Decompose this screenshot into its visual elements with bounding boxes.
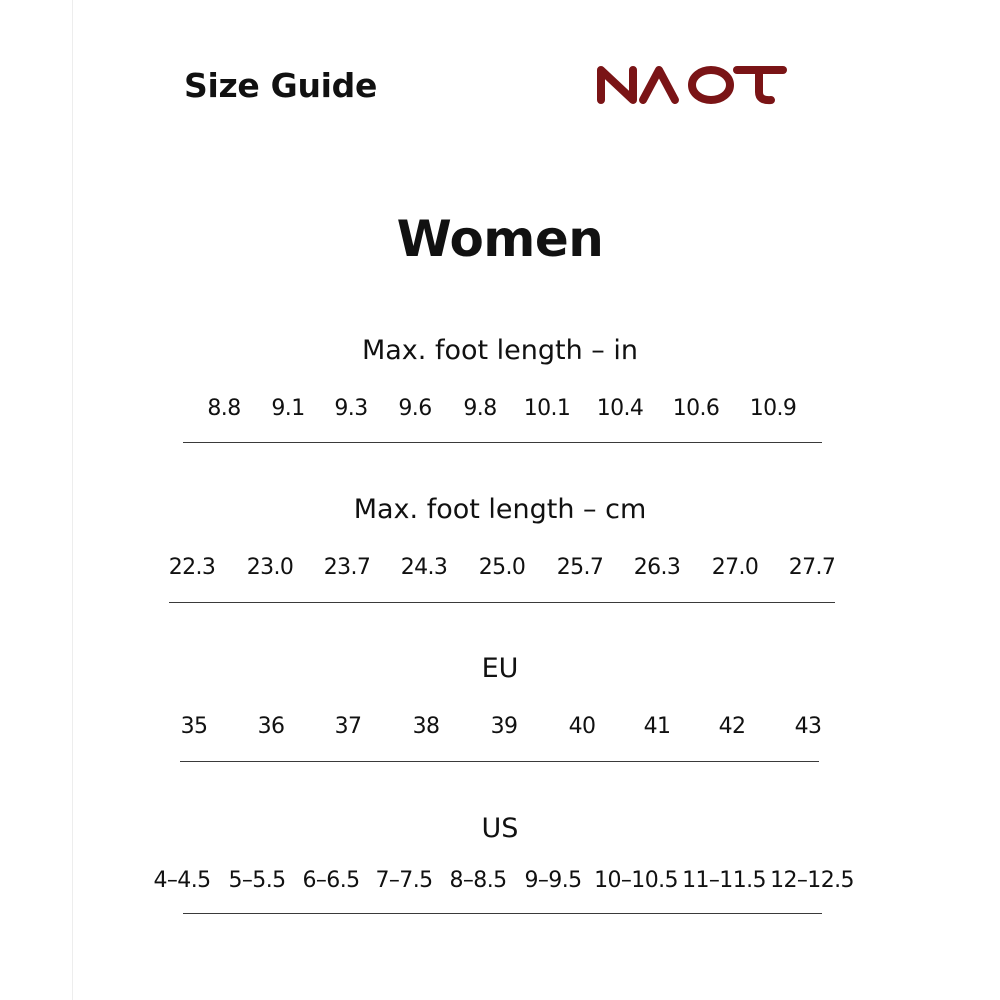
size-cell: 9.8 [463, 396, 497, 421]
size-cell: 12–12.5 [770, 868, 854, 893]
divider [180, 761, 819, 762]
size-cell: 10.4 [596, 396, 644, 421]
size-cell: 23.7 [323, 555, 371, 580]
size-cell: 25.7 [556, 555, 604, 580]
size-cell: 41 [643, 714, 671, 739]
size-cell: 10.9 [749, 396, 797, 421]
us-row [0, 868, 1000, 908]
size-cell: 9–9.5 [524, 868, 582, 893]
size-cell: 43 [794, 714, 822, 739]
section-title-inches: Max. foot length – in [361, 335, 639, 366]
size-cell: 7–7.5 [375, 868, 433, 893]
size-cell: 24.3 [400, 555, 448, 580]
eu-row [0, 714, 1000, 754]
page-title: Size Guide [184, 66, 378, 105]
size-cell: 40 [568, 714, 596, 739]
section-title-cm: Max. foot length – cm [353, 494, 647, 525]
size-cell: 25.0 [478, 555, 526, 580]
size-cell: 10.6 [672, 396, 720, 421]
section-title-us: US [481, 813, 519, 844]
cm-row [0, 555, 1000, 595]
size-cell: 27.0 [711, 555, 759, 580]
size-cell: 10.1 [523, 396, 571, 421]
size-cell: 10–10.5 [594, 868, 678, 893]
size-cell: 36 [257, 714, 285, 739]
size-cell: 9.6 [398, 396, 432, 421]
size-cell: 11–11.5 [682, 868, 766, 893]
divider [183, 913, 822, 914]
size-cell: 38 [412, 714, 440, 739]
size-cell: 6–6.5 [302, 868, 360, 893]
divider [183, 442, 822, 443]
size-cell: 8.8 [207, 396, 241, 421]
size-cell: 4–4.5 [153, 868, 211, 893]
naot-logo [595, 56, 787, 108]
inches-row [0, 396, 1000, 436]
divider [169, 602, 835, 603]
size-cell: 39 [490, 714, 518, 739]
size-cell: 9.1 [271, 396, 305, 421]
size-cell: 27.7 [788, 555, 836, 580]
size-cell: 26.3 [633, 555, 681, 580]
section-title-eu: EU [481, 653, 519, 684]
size-cell: 22.3 [168, 555, 216, 580]
size-cell: 23.0 [246, 555, 294, 580]
size-cell: 42 [718, 714, 746, 739]
size-cell: 37 [334, 714, 362, 739]
gender-heading: Women [396, 210, 604, 268]
size-cell: 35 [180, 714, 208, 739]
size-cell: 5–5.5 [228, 868, 286, 893]
size-cell: 9.3 [334, 396, 368, 421]
size-cell: 8–8.5 [449, 868, 507, 893]
